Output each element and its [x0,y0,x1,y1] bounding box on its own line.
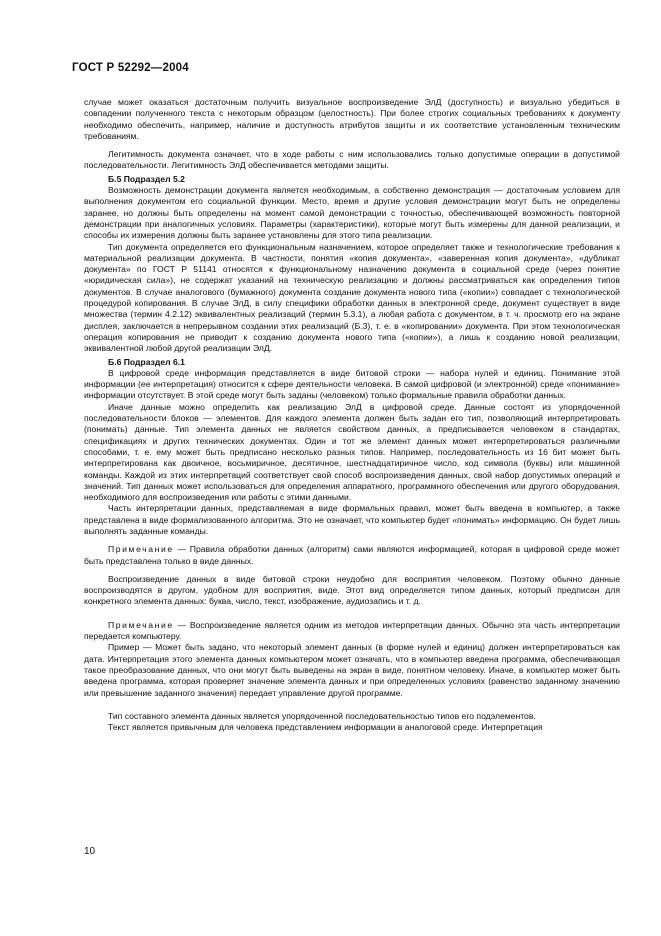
paragraph: Тип документа определяется его функциональным назначением, которое определяет также и технологические требования к материальной реализации документа. В частности, понятия «копия документа», «заверенная копия документа», «дубликат документа» по ГОСТ Р 51141 относятся к функциональному назначению документа в социальной среде (через понятие «юридическая сила»), не содержат указаний на техническую реализацию и должны рассматриваться как определения типов документов. В случае аналогового (бумажного) документа создание документа нового типа («копии») совпадает с технологической процедурой копирования. В случае ЭлД, в силу специфики обработки данных в электронной среде, документ существует в виде множества (термин 4.2.12) эквивалентных реализаций (термин 5.3.1), а любая работа с документом, в т. ч. просмотр его на экране дисплея, заключается в непрерывном создании этих реализаций (Б.3), т. е. в «копировании» документа. При этом технологическая операция копирования не приводит к созданию документа нового типа («копии»), а лишь к созданию новой реализации, эквивалентной любой другой реализации ЭлД. [84,241,620,354]
page-number: 10 [84,846,96,857]
document-body [84,97,620,733]
paragraph: Часть интерпретации данных, представляемая в виде формальных правил, может быть введена в компьютер, а также представлена в виде формализованного алгоритма. Это не означает, что компьютер будет «понимать» информацию. Он будет лишь выполнять заданные команды. [84,503,620,536]
paragraph: Воспроизведение данных в виде битовой строки неудобно для восприятия человеком. Поэтому обычно данные воспроизводятся в другом, удобном для восприятия, виде. Этот вид определяется типом данных, который предписан для конкретного элемента данных: буква, число, текст, изображение, аудиозапись и т. д. [84,573,620,607]
note [84,620,620,643]
note-text: — Воспроизведение является одним из методов интерпретации данных. Обычно эта часть интерпретации передается компьютеру. [84,619,620,642]
paragraph: Иначе данные можно определить как реализацию ЭлД в цифровой среде. Данные состоят из упорядоченной последовательности блоков — элементов. Для каждого элемента должен быть задан его тип, позволяющий интерпретировать (понимать) данные. Тип элемента данных не является свойством данных, а предписывается человеком в стандартах, спецификациях и других технических документах. Один и тот же элемент данных может интерпретироваться различными способами, т. е. ему может быть предписано несколько разных типов. Например, последовательность из 16 бит может быть интерпретирована как двоичное, восьмиричное, десятичное, шестнадцатиричное число, код символа (буквы) или машинной команды. Каждой из этих интерпретаций соответствует свой способ воспроизведения данных, свой набор допустимых операций и значений. Тип данных может использоваться для определения аппаратного, программного обеспечения или другого оборудования, необходимого для воспроизведения или работы с этими данными. [84,401,620,503]
paragraph: Легитимность документа означает, что в ходе работы с ним использовались только допустимые операции в допустимой последовательности. Легитимность ЭлД обеспечивается методами защиты. [84,149,620,171]
example: Пример — Может быть задано, что некоторый элемент данных (в форме нулей и единиц) должен интерпретироваться как дата. Интерпретация этого элемента данных компьютером может означать, что в компьютер введена программа, обеспечивающая такое преобразование данных, что они могут быть выведены на экран в виде, понятном человеку. Иначе, в компьютер может быть введена программа, которая проверяет значение элемента данных и при определенных условиях (равенство заданному значению или превышение заданного значения) передает управление другой программе. [84,642,620,698]
note-label: Примечание [108,619,174,630]
paragraph: случае может оказаться достаточным получить визуальное воспроизведение ЭлД (доступность) и визуально убедиться в совпадении полученного текста с некоторым образцом (целостность). При более строгих социальных требованиях к документу необходимо обеспечить, например, наличие и доступность атрибутов защиты и их соответствие установленным техническим требованиям. [84,97,620,141]
note-label: Примечание [108,544,174,555]
note [84,544,620,567]
paragraph: В цифровой среде информация представляется в виде битовой строки — набора нулей и единиц. Понимание этой информации (ее интерпретация) относится к сфере деятельности человека. В самой цифровой (и электронной) среде «понимание» информации отсутствует. В этой среде могут быть заданы (человеком) только формальные правила обработки данных. [84,367,620,401]
note-text: — Правила обработки данных (алгоритм) сами являются информацией, которая в цифровой среде может быть представлена только в виде данных. [84,544,620,566]
paragraph: Текст является привычным для человека представлением информации в аналоговой среде. Интерпретация [108,722,543,733]
section-heading: Б.5 Подраздел 5.2 [108,173,185,184]
section-heading: Б.6 Подраздел 6.1 [108,356,185,367]
standard-header: ГОСТ Р 52292—2004 [72,62,189,74]
paragraph: Возможность демонстрации документа является необходимым, а собственно демонстрация — достаточным условием для выполнения документом его социальной функции. Место, время и другие условия демонстрации могут быть не определены заранее, но должны быть определены на момент самой демонстрации с точностью, обеспечивающей возможность повторной демонстрации при аналогичных условиях. Параметры (характеристики), которые могут быть измерены для данной реализации, и способы их измерения должны быть заранее установлены для этого типа реализации. [84,185,620,241]
paragraph: Тип составного элемента данных является упорядоченной последовательностью типов его подэлементов. [108,710,536,721]
